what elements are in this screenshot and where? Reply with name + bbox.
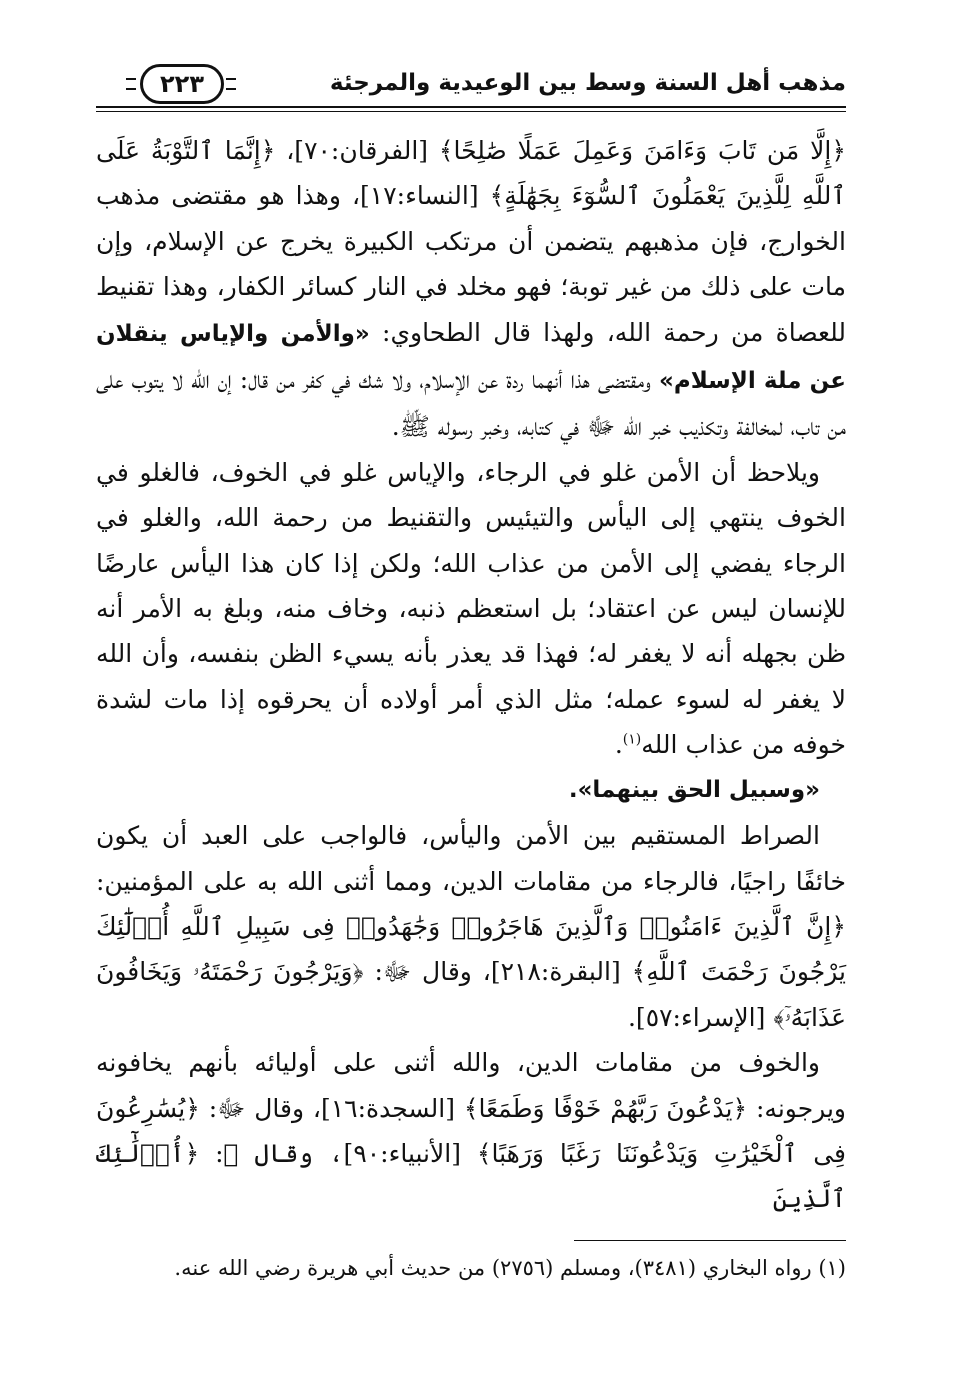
ornament-right — [226, 78, 236, 90]
footnote-rule — [574, 1240, 846, 1241]
header-rule — [96, 106, 846, 108]
paragraph-2-text: ويلاحظ أن الأمن غلو في الرجاء، والإياس غلو في الخوف، فالغلو في الخوف ينتهي إلى اليأس والتيئيس والتقنيط من رحمة الله، والغلو في الرجاء يفضي إلى الأمن من عذاب الله؛ ولكن إذا كان هذا اليأس عارضًا للإنسان ليس عن اعتقاد؛ بل استعظم ذنبه، وخاف منه، وبلغ به الأمر أنه ظن بجهله أنه لا يغفر له؛ فهذا قد يعذر بأنه يسيء الظن بنفسه، وأن الله لا يغفر له لسوء عمله؛ مثل الذي أمر أولاده أن يحرقوه إذا مات لشدة خوفه من عذاب الله — [96, 457, 846, 760]
paragraph-4: والخوف من مقامات الدين، والله أثنى على أوليائه بأنهم يخافونه ويرجونه: ﴿يَدْعُونَ رَبَّهُمْ خَوْفًا وَطَمَعًا﴾ [السجدة:١٦]، وقال ﷻ: ﴿يُسَٰرِعُونَ فِى ٱلْخَيْرَٰتِ وَيَدْعُونَنَا رَغَبًا وَرَهَبًا﴾ [الأنبياء:٩٠]، وقال ﷻ: ﴿أُو۟لَٰٓئِكَ ٱلَّذِينَ — [96, 1048, 846, 1214]
footnote-reference[interactable]: (١) — [622, 731, 642, 748]
tahawi-quote: «والأمن والإياس ينقلان عن ملة الإسلام» — [96, 320, 847, 395]
footnote: (١) رواه البخاري (٣٤٨١)، ومسلم (٢٧٥٦) من حديث أبي هريرة رضي الله عنه. — [174, 1256, 846, 1280]
header-rule-secondary — [96, 111, 846, 112]
paragraph-2-end: . — [614, 730, 623, 760]
paragraph-1 — [96, 128, 846, 450]
paragraph-2 — [96, 450, 846, 768]
subheading: «وسبيل الحق بينهما». — [568, 776, 820, 803]
main-text — [96, 128, 846, 1222]
header-title: مذهب أهل السنة وسط بين الوعيدية والمرجئة — [329, 70, 846, 96]
paragraph-1-text: ﴿إِلَّا مَن تَابَ وَءَامَنَ وَعَمِلَ عَمَلًا صَٰلِحًا﴾ [الفرقان:٧٠]، ﴿إِنَّمَا ٱلتَّوْبَةُ عَلَى ٱللَّهِ لِلَّذِينَ يَعْمَلُونَ ٱلسُّوٓءَ بِجَهَٰلَةٍ﴾ [النساء:١٧]، وهذا هو مقتضى مذهب الخوارج، فإن مذهبهم يتضمن أن مرتكب الكبيرة يخرج عن الإسلام، وإن مات على ذلك من غير توبة؛ فهو مخلد في النار كسائر الكفار، وهذا تقنيط للعصاة من رحمة الله، ولهذا قال الطحاوي: — [96, 136, 846, 347]
ornament-left — [126, 78, 136, 90]
page-number: ٢٢٣ — [140, 64, 224, 104]
running-header — [96, 62, 846, 118]
paragraph-1-rest: ومقتضى هذا أنهما ردة عن الإسلام، ولا شك في كفر من قال: إن الله لا يتوب على من تاب، لمخالفة وتكذيب خبر الله ﷻ في كتابه، وخبر رسوله ﷺ. — [96, 365, 846, 442]
paragraph-3: الصراط المستقيم بين الأمن واليأس، فالواجب على العبد أن يكون خائفًا راجيًا، فالرجاء من مقامات الدين، ومما أثنى الله به على المؤمنين: ﴿إِنَّ ٱلَّذِينَ ءَامَنُوا۟ وَٱلَّذِينَ هَاجَرُوا۟ وَجَٰهَدُوا۟ فِى سَبِيلِ ٱللَّهِ أُو۟لَٰٓئِكَ يَرْجُونَ رَحْمَتَ ٱللَّهِ﴾ [البقرة:٢١٨]، وقال ﷻ: ﴿وَيَرْجُونَ رَحْمَتَهُۥ وَيَخَافُونَ عَذَابَهُۥٓ﴾ [الإسراء:٥٧]. — [96, 821, 847, 1032]
